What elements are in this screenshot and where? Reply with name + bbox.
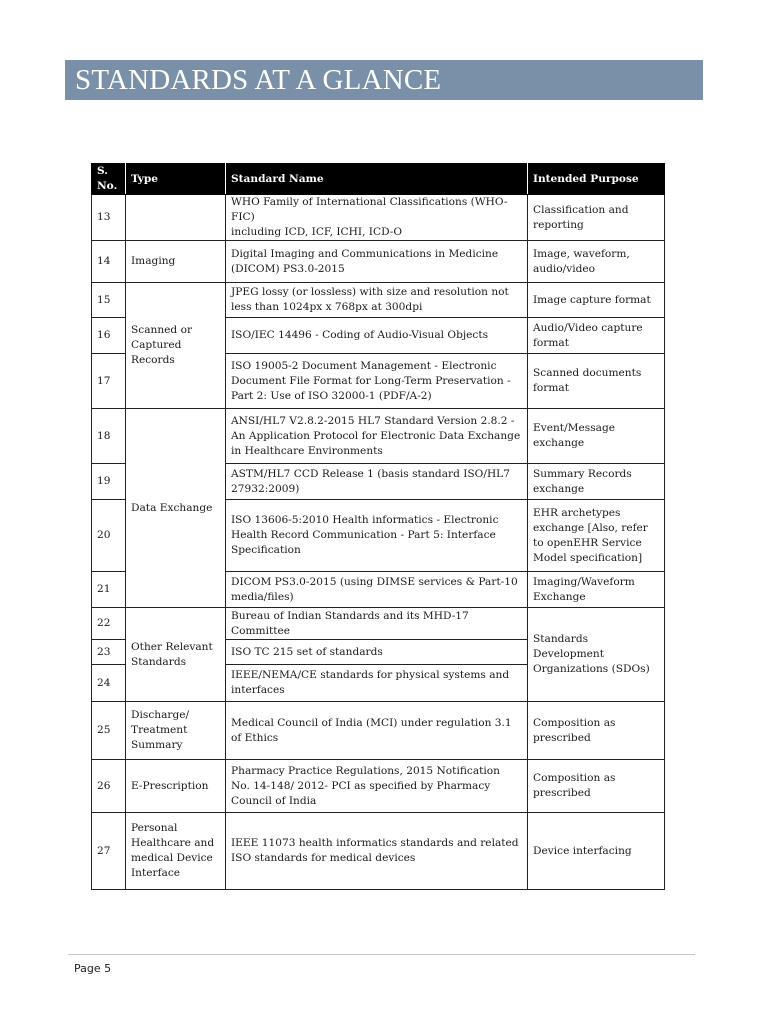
table-row: [92, 195, 665, 241]
row-number: 20: [92, 500, 126, 572]
table-row: [92, 241, 665, 283]
table-row: [92, 760, 665, 813]
column-header-standard-name: Standard Name: [226, 164, 528, 195]
row-type: Other Relevant Standards: [126, 608, 226, 702]
row-number: 15: [92, 283, 126, 318]
title-banner: [65, 60, 703, 100]
row-type: Data Exchange: [126, 409, 226, 608]
row-purpose: Composition as prescribed: [528, 702, 665, 760]
row-standard-name: IEEE/NEMA/CE standards for physical systems and interfaces: [226, 665, 528, 702]
row-purpose: Scanned documents format: [528, 354, 665, 409]
standards-table: [91, 163, 665, 890]
row-number: 18: [92, 409, 126, 464]
row-standard-name: Pharmacy Practice Regulations, 2015 Notification No. 14-148/ 2012- PCI as specified by Pharmacy Council of India: [226, 760, 528, 813]
page-number: Page 5: [74, 962, 112, 975]
row-purpose: Classification and reporting: [528, 195, 665, 241]
row-number: 22: [92, 608, 126, 640]
row-standard-name: Bureau of Indian Standards and its MHD-17 Committee: [226, 608, 528, 640]
row-standard-name: Digital Imaging and Communications in Medicine (DICOM) PS3.0-2015: [226, 241, 528, 283]
table-row: [92, 283, 665, 318]
column-header-type: Type: [126, 164, 226, 195]
row-standard-name: ISO/IEC 14496 - Coding of Audio-Visual Objects: [226, 318, 528, 354]
row-type: E-Prescription: [126, 760, 226, 813]
row-type: Discharge/ Treatment Summary: [126, 702, 226, 760]
row-number: 23: [92, 640, 126, 665]
row-standard-name: ISO 19005-2 Document Management - Electronic Document File Format for Long-Term Preservation - Part 2: Use of ISO 32000-1 (PDF/A-2): [226, 354, 528, 409]
column-header-sno: S. No.: [92, 164, 126, 195]
row-purpose: Standards Development Organizations (SDOs): [528, 608, 665, 702]
row-number: 25: [92, 702, 126, 760]
row-standard-name: ISO 13606-5:2010 Health informatics - Electronic Health Record Communication - Part 5: Interface Specification: [226, 500, 528, 572]
row-standard-name: JPEG lossy (or lossless) with size and resolution not less than 1024px x 768px at 300dpi: [226, 283, 528, 318]
row-standard-name: DICOM PS3.0-2015 (using DIMSE services & Part-10 media/files): [226, 572, 528, 608]
row-standard-name: ANSI/HL7 V2.8.2-2015 HL7 Standard Version 2.8.2 - An Application Protocol for Electronic Data Exchange in Healthcare Environments: [226, 409, 528, 464]
row-purpose: Composition as prescribed: [528, 760, 665, 813]
row-purpose: EHR archetypes exchange [Also, refer to openEHR Service Model specification]: [528, 500, 665, 572]
row-number: 13: [92, 195, 126, 241]
row-standard-name-line: WHO Family of International Classifications (WHO-FIC): [231, 196, 508, 223]
page-title: STANDARDS AT A GLANCE: [75, 64, 442, 96]
table-row: [92, 608, 665, 640]
table-row: [92, 409, 665, 464]
row-number: 16: [92, 318, 126, 354]
row-purpose: Summary Records exchange: [528, 464, 665, 500]
row-purpose: Image capture format: [528, 283, 665, 318]
row-type: Imaging: [126, 241, 226, 283]
table-row: [92, 702, 665, 760]
row-standard-name: Medical Council of India (MCI) under regulation 3.1 of Ethics: [226, 702, 528, 760]
row-number: 24: [92, 665, 126, 702]
row-standard-name: ISO TC 215 set of standards: [226, 640, 528, 665]
table-header-row: [92, 164, 665, 195]
row-type: [126, 195, 226, 241]
row-number: 14: [92, 241, 126, 283]
row-number: 17: [92, 354, 126, 409]
row-standard-name: IEEE 11073 health informatics standards and related ISO standards for medical devices: [226, 813, 528, 890]
row-purpose: Audio/Video capture format: [528, 318, 665, 354]
row-number: 27: [92, 813, 126, 890]
row-standard-name-line: including ICD, ICF, ICHI, ICD-O: [231, 226, 403, 238]
row-type: Personal Healthcare and medical Device Interface: [126, 813, 226, 890]
row-purpose: Image, waveform, audio/video: [528, 241, 665, 283]
row-number: 19: [92, 464, 126, 500]
row-standard-name: ASTM/HL7 CCD Release 1 (basis standard ISO/HL7 27932:2009): [226, 464, 528, 500]
row-purpose: Event/Message exchange: [528, 409, 665, 464]
table-row: [92, 813, 665, 890]
row-purpose: Device interfacing: [528, 813, 665, 890]
row-number: 21: [92, 572, 126, 608]
footer-divider: [68, 954, 695, 955]
row-purpose: Imaging/Waveform Exchange: [528, 572, 665, 608]
row-number: 26: [92, 760, 126, 813]
row-type: Scanned or Captured Records: [126, 283, 226, 409]
row-standard-name: [226, 195, 528, 241]
column-header-intended-purpose: Intended Purpose: [528, 164, 665, 195]
